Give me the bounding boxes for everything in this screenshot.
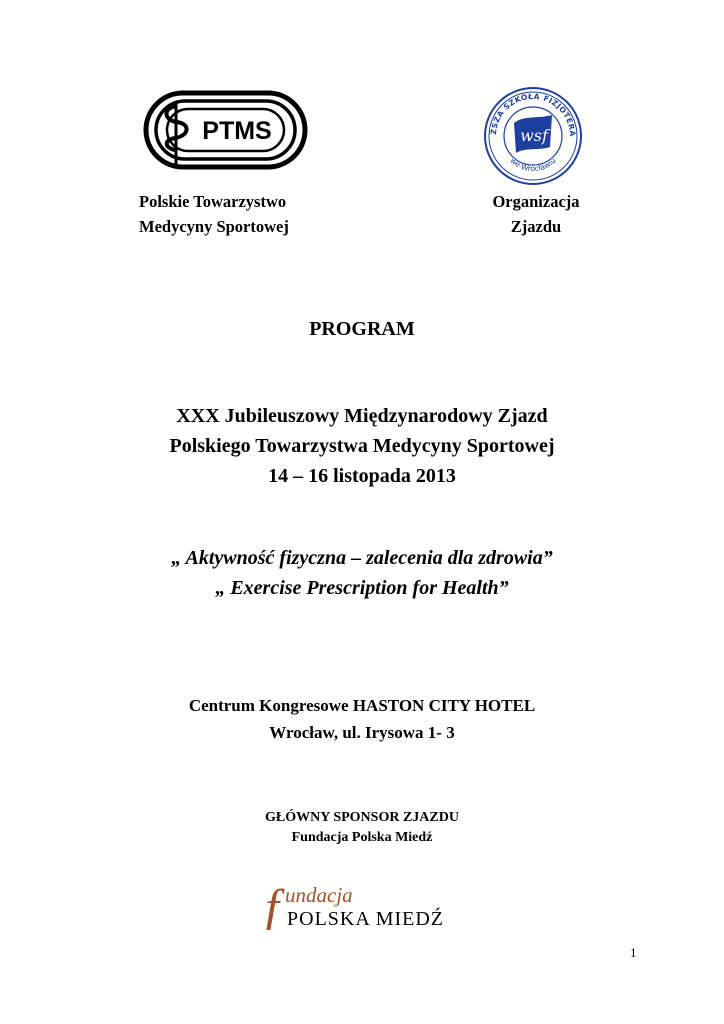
page-number: 1 xyxy=(630,945,637,960)
fundacja-logo-script: undacja xyxy=(285,883,353,907)
org-name-left-line1: Polskie Towarzystwo xyxy=(139,192,287,211)
venue-address: Wrocław, ul. Irysowa 1- 3 xyxy=(269,723,455,742)
sponsor-name: Fundacja Polska Miedź xyxy=(291,830,433,845)
page-title: PROGRAM xyxy=(309,318,415,340)
seal-monogram: wsf xyxy=(520,126,548,145)
sponsor-info xyxy=(0,808,724,848)
event-dates: 14 – 16 listopada 2013 xyxy=(268,465,456,487)
fundacja-logo-main: POLSKA MIEDŹ xyxy=(287,908,445,930)
fundacja-polska-miedz-logo xyxy=(262,880,460,930)
venue-info xyxy=(0,692,724,746)
org-name-left-line2: Medycyny Sportowej xyxy=(139,217,289,236)
motto-english: „ Exercise Prescription for Health” xyxy=(215,577,509,599)
venue-name: Centrum Kongresowe HASTON CITY HOTEL xyxy=(188,696,536,715)
event-info xyxy=(0,401,724,491)
org-name-left xyxy=(139,189,289,239)
wsf-seal-logo xyxy=(480,85,586,187)
seal-ring-text-bottom: we Wrocławiu xyxy=(508,155,558,174)
ptms-logo xyxy=(143,88,308,172)
wsf-seal-logo-icon xyxy=(480,85,586,187)
org-name-right xyxy=(474,189,598,239)
event-title-line2: Polskiego Towarzystwa Medycyny Sportowej xyxy=(169,435,555,457)
event-motto xyxy=(0,543,724,603)
ptms-logo-text: PTMS xyxy=(202,117,272,145)
org-name-right-line2: Zjazdu xyxy=(510,217,562,236)
event-title-line1: XXX Jubileuszowy Międzynarodowy Zjazd xyxy=(176,405,548,427)
fundacja-logo-icon xyxy=(262,880,460,930)
org-name-right-line1: Organizacja xyxy=(492,192,580,211)
ptms-caduceus-track-logo-icon xyxy=(143,88,308,172)
sponsor-heading: GŁÓWNY SPONSOR ZJAZDU xyxy=(265,810,459,825)
seal-ring-text-top: ŻSZA SZKOŁA FIZJOTERA xyxy=(488,91,578,138)
fundacja-logo-letter: f xyxy=(265,880,279,930)
motto-polish: „ Aktywność fizyczna – zalecenia dla zdrowia” xyxy=(171,547,553,569)
